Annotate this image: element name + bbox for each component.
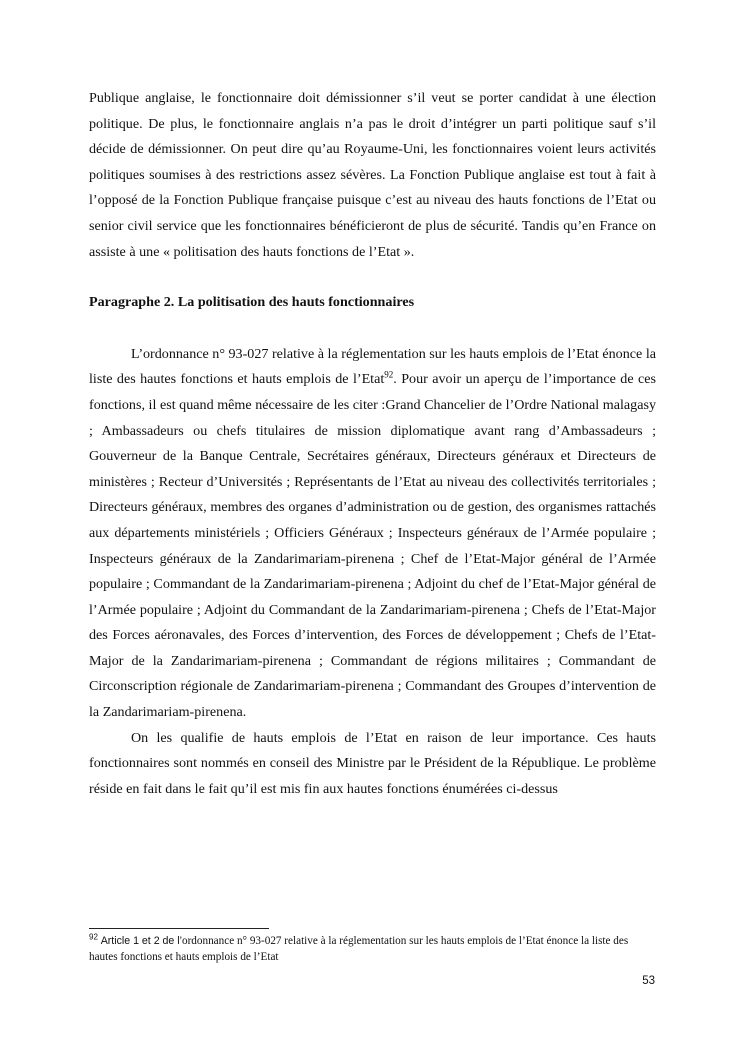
spacer [89,265,656,290]
paragraph-2-part-2: . Pour avoir un aperçu de l’importance de ces fonctions, il est quand même nécessaire de les citer :Grand Chancelier de l’Ordre National malagasy ; Ambassadeurs ou chefs titulaires de mission diplomatique avant rang d’Ambassadeurs ; Gouverneur de la Banque Centrale, Secrétaires généraux, Directeurs généraux et Directeurs de ministères ; Recteur d’Universités ; Représentants de l’Etat au niveau des collectivités territoriales ; Directeurs généraux, membres des organes d’administration ou de gestion, des organismes rattachés aux départements ministériels ; Officiers Généraux ; Inspecteurs généraux de l’Armée populaire ; Inspecteurs généraux de la Zandarimariam-pirenena ; Chef de l’Etat-Major général de l’Armée populaire ; Commandant de la Zandarimariam-pirenena ; Adjoint du chef de l’Etat-Major général de l’Armée populaire ; Adjoint du Commandant de la Zandarimariam-pirenena ; Chefs de l’Etat-Major des Forces aéronavales, des Forces d’intervention, des Forces de développement ; Chefs de l’Etat-Major de la Zandarimariam-pirenena ; Commandant de régions militaires ; Commandant de Circonscription régionale de Zandarimariam-pirenena ; Commandant des Groupes d’intervention de la Zandarimariam-pirenena. [89,371,656,721]
body-text [89,86,656,802]
section-heading: Paragraphe 2. La politisation des hauts fonctionnaires [89,294,415,311]
footnote-text: ordonnance n° 93-027 relative à la réglementation sur les hauts emplois de l’Etat énonce la liste des hautes fonctions et hauts emplois de l’Etat [89,935,629,963]
footnote-marker: 92 [89,932,98,942]
footnote-reference[interactable]: 92 [384,369,394,380]
spacer [89,316,656,342]
paragraph-3: On les qualifie de hauts emplois de l’Etat en raison de leur importance. Ces hauts fonctionnaires sont nommés en conseil des Ministre par le Président de la République. Le problème réside en fait dans le fait qu’il est mis fin aux hautes fonctions énumérées ci-dessus [89,729,656,797]
page-number: 53 [642,975,655,987]
footnote-lead-text: Article 1 et 2 de l’ [100,935,182,947]
paragraph-1: Publique anglaise, le fonctionnaire doit démissionner s’il veut se porter candidat à une élection politique. De plus, le fonctionnaire anglais n’a pas le droit d’intégrer un parti politique sauf s’il décide de démissionner. On peut dire qu’au Royaume-Uni, les fonctionnaires voient leurs activités politiques soumises à des restrictions assez sévères. La Fonction Publique anglaise est tout à fait à l’opposé de la Fonction Publique française puisque c’est au niveau des hauts fonctions de l’Etat ou senior civil service que les fonctionnaires bénéficieront de plus de sécurité. Tandis qu’en France on assiste à une « politisation des hauts fonctions de l’Etat ». [89,90,656,260]
paragraph-2-part-1: L’ordonnance n° 93-027 relative à la réglementation sur les hauts emplois de l’Etat énonce la liste des hautes fonctions et hauts emplois de l’Etat [89,345,656,388]
footnote [89,933,656,965]
footnote-separator [89,928,269,929]
paragraph-2 [89,342,656,726]
